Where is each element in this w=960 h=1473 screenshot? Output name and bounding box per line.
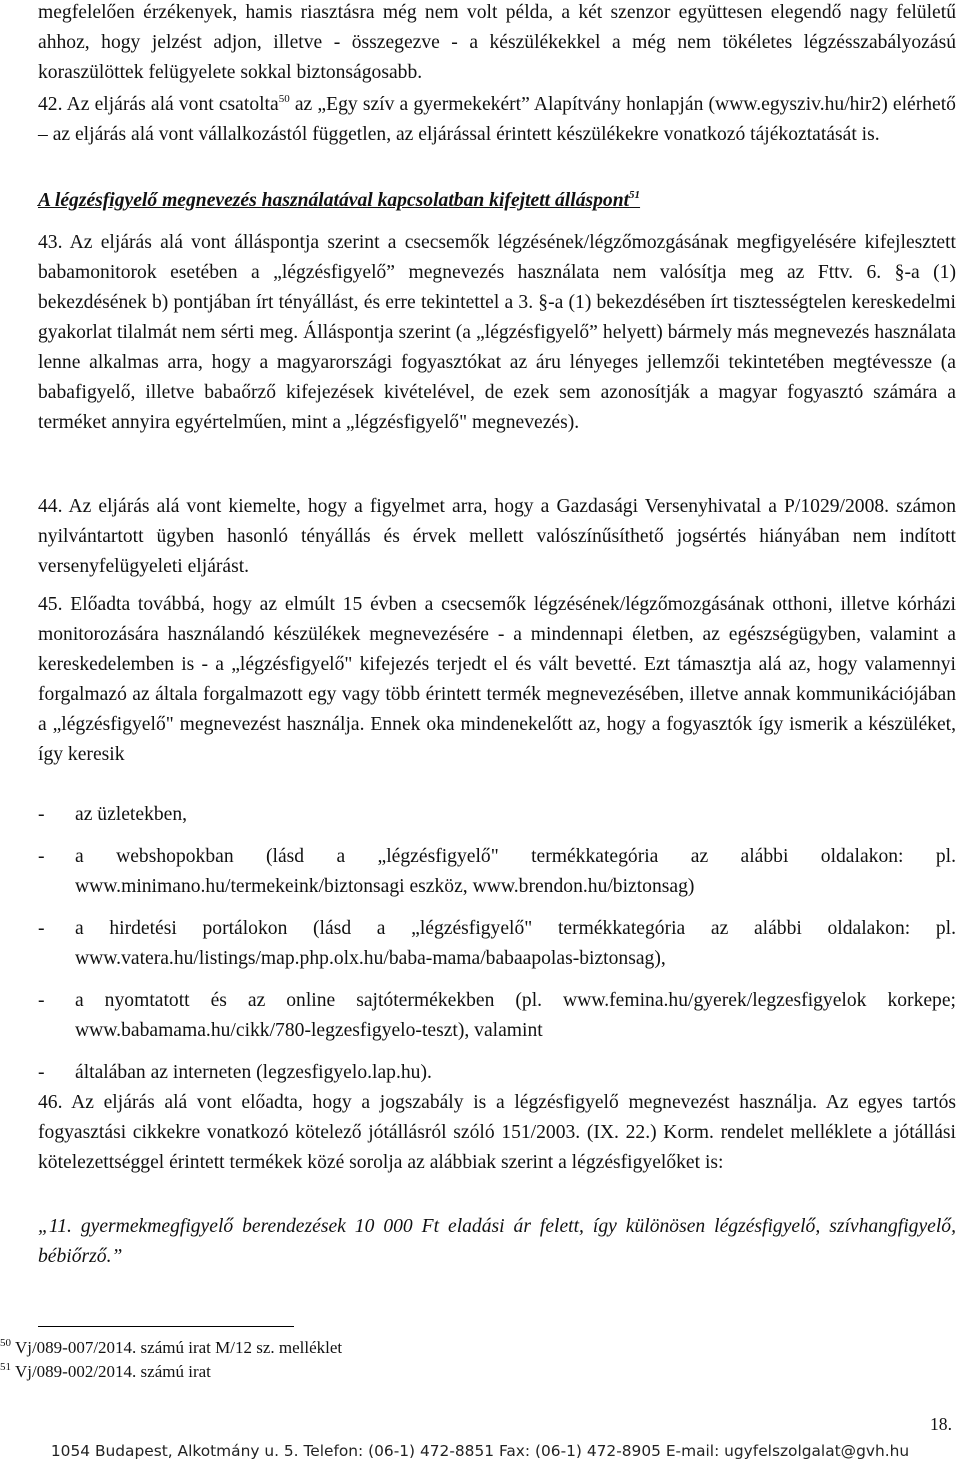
- footnote: [0, 1360, 342, 1384]
- section-heading-text: A légzésfigyelő megnevezés használatával kapcsolatban kifejtett álláspont: [38, 190, 630, 211]
- paragraph-46-text: Az eljárás alá vont előadta, hogy a jogszabály is a légzésfigyelő megnevezést használja. Az egyes tartós fogyasztási cikkekre vonatkozó kötelező jótállásról szóló 151/2003. (IX. 22.) Korm. rendelet melléklete a jótállási kötelezettséggel érintett termékek közé sorolja az alábbiak szerint a légzésfigyelőket is:: [38, 1092, 956, 1173]
- footnote-number: 51: [0, 1361, 11, 1373]
- footnote-text: Vj/089-002/2014. számú irat: [14, 1362, 211, 1381]
- paragraph-number: 46.: [38, 1092, 63, 1113]
- list-item-text: a hirdetési portálokon (lásd a „légzésfigyelő" termékkategória az alábbi oldalakon: pl. www.vatera.hu/listings/map.php.olx.hu/baba-mama/babaapolas-biztonsag),: [75, 918, 956, 969]
- footnote-text: Vj/089-007/2014. számú irat M/12 sz. melléklet: [14, 1338, 343, 1357]
- paragraph-42-text-a: Az eljárás alá vont csatolta: [66, 94, 279, 115]
- paragraph-42-text-b: az „Egy szív a gyermekekért” Alapítvány honlapján (www.egysziv.hu/hir2) elérhető – az eljárás alá vont vállalkozástól független, az eljárással érintett készülékekre vonatkozó tájékoztatását is.: [38, 94, 956, 145]
- paragraph-number: 44.: [38, 496, 63, 517]
- paragraph-44-text: Az eljárás alá vont kiemelte, hogy a figyelmet arra, hogy a Gazdasági Versenyhivatal a P/1029/2008. számon nyilvántartott ügyben hasonló tényállás és érvek mellett valószínűsíthető jogsértés hiányában nem indított versenyfelügyeleti eljárást.: [38, 496, 956, 577]
- paragraph-46: [38, 1088, 956, 1178]
- list-dash: -: [38, 990, 45, 1011]
- footnote-ref-50: 50: [278, 93, 290, 105]
- paragraph-number: 42.: [38, 94, 63, 115]
- list-item: [38, 800, 956, 830]
- paragraph-intro: megfelelően érzékenyek, hamis riasztásra még nem volt példa, a két szenzor együttesen elegendő nagy felületű ahhoz, hogy jelzést adjon, illetve - összegezve - a készülékekkel a még nem tökéletes légzésszabályozású koraszülöttek felügyelete sokkal biztonságosabb.: [38, 2, 956, 83]
- footnote-separator: [38, 1326, 294, 1327]
- list-item-text: a webshopokban (lásd a „légzésfigyelő" termékkategória az alábbi oldalakon: pl. www.minimano.hu/termekeink/biztonsagi eszköz, www.brendon.hu/biztonsag): [75, 846, 956, 897]
- paragraph-43-text: Az eljárás alá vont álláspontja szerint a csecsemők légzésének/légzőmozgásának megfigyelésére kifejlesztett babamonitorok esetében a „légzésfigyelő” megnevezés használata nem valósítja meg az Fttv. 6. §-a (1) bekezdésének b) pontjában írt tényállást, és erre tekintettel a 3. §-a (1) bekezdésében írt tisztességtelen kereskedelmi gyakorlat tilalmát nem sérti meg. Álláspontja szerint (a „légzésfigyelő” helyett) bármely más megnevezés használata lenne alkalmas arra, hogy a magyarországi fogyasztókat az áru lényeges jellemzői tekintetében megtévessze (a babafigyelő, illetve babaőrző kifejezések kivételével, de ezek sem azonosítják a magyar fogyasztó számára a terméket annyira egyértelműen, mint a „légzésfigyelő" megnevezés).: [38, 232, 956, 433]
- list-dash: -: [38, 918, 45, 939]
- page-footer: 1054 Budapest, Alkotmány u. 5. Telefon: (06-1) 472-8851 Fax: (06-1) 472-8905 E-mail: ugyfelszolgalat@gvh.hu: [50, 1442, 910, 1460]
- list-item-text: a nyomtatott és az online sajtótermékekben (pl. www.femina.hu/gyerek/legzesfigyelok korkepe; www.babamama.hu/cikk/780-legzesfigyelo-teszt), valamint: [75, 990, 956, 1041]
- page-number: 18.: [930, 1414, 952, 1434]
- list-item: [38, 1058, 956, 1088]
- section-heading: [38, 186, 640, 216]
- list-item: [38, 842, 956, 902]
- footnotes: [0, 1336, 342, 1384]
- list-dash: -: [38, 804, 45, 825]
- paragraph-44: [38, 492, 956, 582]
- footnote-number: 50: [0, 1337, 11, 1349]
- footnote-ref-51: 51: [629, 189, 641, 201]
- paragraph-45-text: Előadta továbbá, hogy az elmúlt 15 évben a csecsemők légzésének/légzőmozgásának otthoni, illetve kórházi monitorozására használandó készülékek megnevezésére - a mindennapi életben, az egészségügyben, valamint a kereskedelemben is - a „légzésfigyelő" kifejezés terjedt el és vált bevetté. Ezt támasztja alá az, hogy valamennyi forgalmazó az általa forgalmazott egy vagy több érintett termék megnevezésében, illetve annak kommunikációjában a „légzésfigyelő" megnevezést használja. Ennek oka mindenekelőtt az, hogy a fogyasztók így ismerik a készüléket, így keresik: [38, 594, 956, 765]
- list-item-text: az üzletekben,: [75, 804, 188, 825]
- legal-quote: „11. gyermekmegfigyelő berendezések 10 000 Ft eladási ár felett, így különösen légzésfigyelő, szívhangfigyelő, bébiőrző.”: [38, 1216, 956, 1267]
- paragraph-number: 43.: [38, 232, 63, 253]
- paragraph-number: 45.: [38, 594, 63, 615]
- paragraph-43: [38, 228, 956, 438]
- paragraph-45: [38, 590, 956, 770]
- footnote: [0, 1336, 342, 1360]
- paragraph-42: [38, 90, 956, 150]
- channel-list: [38, 800, 956, 1088]
- list-dash: -: [38, 1062, 45, 1083]
- list-dash: -: [38, 846, 45, 867]
- list-item: [38, 986, 956, 1046]
- list-item-text: általában az interneten (legzesfigyelo.lap.hu).: [75, 1062, 432, 1083]
- list-item: [38, 914, 956, 974]
